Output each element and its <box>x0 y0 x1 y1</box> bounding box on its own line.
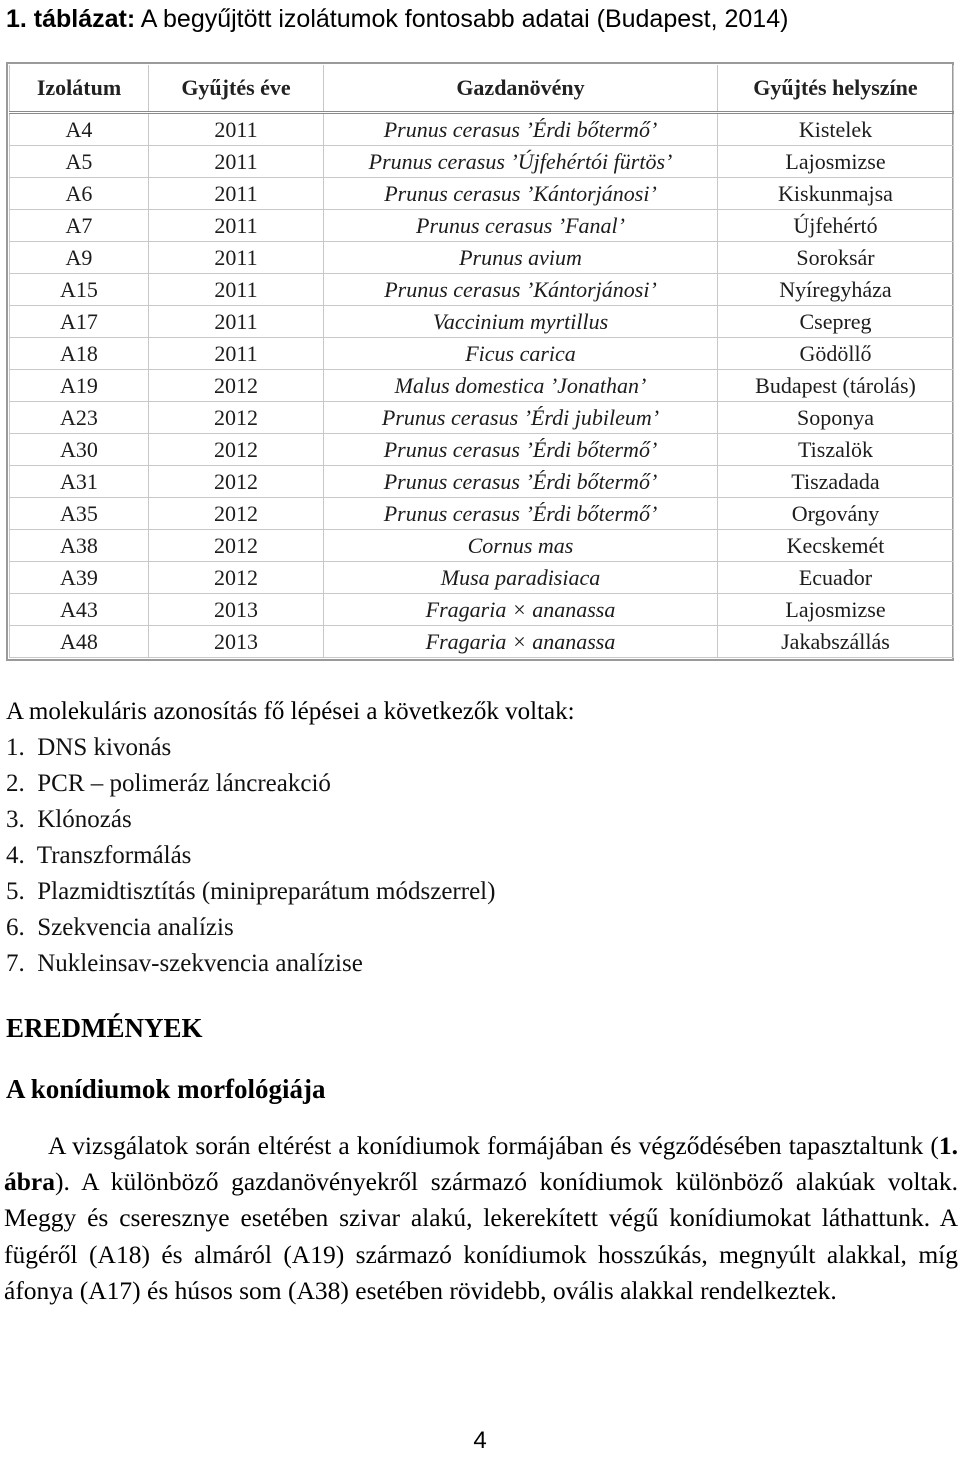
cell-isolate: A30 <box>10 434 149 466</box>
table-row <box>10 306 954 338</box>
cell-isolate: A35 <box>10 498 149 530</box>
cell-isolate: A48 <box>10 626 149 658</box>
cell-year: 2012 <box>149 434 324 466</box>
header-location: Gyűjtés helyszíne <box>718 65 954 113</box>
results-text-part2: ). A különböző gazdanövényekről származó konídiumok különböző alakúak voltak. Meggy és cseresznye esetében szivar alakú, lekerekített végű konídiumokat láthattunk. A fügéről (A18) és almáról (A19) származó konídiumok hosszúkás, megnyúlt alakkal, míg áfonya (A17) és húsos som (A38) esetében rövidebb, ovális alakkal rendelkeztek. <box>4 1167 958 1305</box>
cell-isolate: A15 <box>10 274 149 306</box>
cell-year: 2011 <box>149 306 324 338</box>
table-row <box>10 274 954 306</box>
table-header-row <box>10 65 954 113</box>
table-row <box>10 466 954 498</box>
cell-isolate: A4 <box>10 113 149 146</box>
cell-host: Fragaria × ananassa <box>324 594 718 626</box>
results-subheading: A konídiumok morfológiája <box>6 1074 326 1104</box>
cell-location: Tiszadada <box>718 466 954 498</box>
cell-isolate: A9 <box>10 242 149 274</box>
cell-location: Csepreg <box>718 306 954 338</box>
cell-isolate: A7 <box>10 210 149 242</box>
table-row <box>10 402 954 434</box>
cell-year: 2011 <box>149 274 324 306</box>
results-paragraph <box>4 1128 958 1309</box>
methods-step: 6. Szekvencia analízis <box>6 914 234 941</box>
cell-host: Musa paradisiaca <box>324 562 718 594</box>
cell-location: Kiskunmajsa <box>718 178 954 210</box>
table-caption <box>6 2 788 36</box>
cell-host: Prunus cerasus ’Érdi bőtermő’ <box>324 113 718 146</box>
cell-year: 2012 <box>149 466 324 498</box>
header-host: Gazdanövény <box>324 65 718 113</box>
cell-location: Újfehértó <box>718 210 954 242</box>
cell-location: Gödöllő <box>718 338 954 370</box>
cell-year: 2013 <box>149 594 324 626</box>
cell-location: Orgovány <box>718 498 954 530</box>
methods-step: 2. PCR – polimeráz láncreakció <box>6 770 331 797</box>
cell-year: 2011 <box>149 113 324 146</box>
header-year: Gyűjtés éve <box>149 65 324 113</box>
cell-year: 2011 <box>149 178 324 210</box>
methods-steps-list <box>6 730 495 982</box>
table-row <box>10 562 954 594</box>
cell-year: 2012 <box>149 530 324 562</box>
cell-isolate: A18 <box>10 338 149 370</box>
table-row <box>10 530 954 562</box>
cell-host: Prunus cerasus ’Érdi bőtermő’ <box>324 466 718 498</box>
cell-location: Nyíregyháza <box>718 274 954 306</box>
header-isolate: Izolátum <box>10 65 149 113</box>
cell-isolate: A38 <box>10 530 149 562</box>
page-number: 4 <box>473 1427 487 1454</box>
cell-year: 2011 <box>149 338 324 370</box>
cell-isolate: A19 <box>10 370 149 402</box>
cell-host: Prunus cerasus ’Kántorjánosi’ <box>324 274 718 306</box>
cell-host: Prunus cerasus ’Kántorjánosi’ <box>324 178 718 210</box>
methods-step: 4. Transzformálás <box>6 842 192 869</box>
results-text-part1: A vizsgálatok során eltérést a konídiumok formájában és végződésében tapasztaltunk ( <box>48 1131 939 1160</box>
methods-intro: A molekuláris azonosítás fő lépései a következők voltak: <box>6 698 575 725</box>
cell-location: Budapest (tárolás) <box>718 370 954 402</box>
cell-isolate: A17 <box>10 306 149 338</box>
cell-year: 2012 <box>149 498 324 530</box>
cell-host: Malus domestica ’Jonathan’ <box>324 370 718 402</box>
methods-step: 3. Klónozás <box>6 806 132 833</box>
cell-year: 2012 <box>149 402 324 434</box>
table-row <box>10 434 954 466</box>
cell-host: Prunus cerasus ’Érdi jubileum’ <box>324 402 718 434</box>
table-row <box>10 113 954 146</box>
methods-step: 5. Plazmidtisztítás (minipreparátum módszerrel) <box>6 878 496 905</box>
cell-location: Tiszalök <box>718 434 954 466</box>
cell-location: Soroksár <box>718 242 954 274</box>
table-row <box>10 210 954 242</box>
cell-isolate: A43 <box>10 594 149 626</box>
table-row <box>10 626 954 658</box>
cell-location: Lajosmizse <box>718 146 954 178</box>
table-row <box>10 178 954 210</box>
table-caption-label: 1. táblázat: <box>6 5 136 33</box>
table-row <box>10 146 954 178</box>
cell-host: Cornus mas <box>324 530 718 562</box>
cell-location: Kistelek <box>718 113 954 146</box>
isolates-table <box>9 65 954 658</box>
cell-host: Prunus avium <box>324 242 718 274</box>
table-row <box>10 338 954 370</box>
cell-host: Fragaria × ananassa <box>324 626 718 658</box>
cell-host: Prunus cerasus ’Érdi bőtermő’ <box>324 434 718 466</box>
cell-host: Vaccinium myrtillus <box>324 306 718 338</box>
results-heading: EREDMÉNYEK <box>6 1013 203 1043</box>
cell-location: Jakabszállás <box>718 626 954 658</box>
cell-isolate: A23 <box>10 402 149 434</box>
cell-year: 2013 <box>149 626 324 658</box>
cell-location: Kecskemét <box>718 530 954 562</box>
table-body <box>10 113 954 658</box>
methods-step: 7. Nukleinsav-szekvencia analízise <box>6 950 363 977</box>
figure-reference: 1. ábra <box>4 1131 958 1197</box>
cell-year: 2012 <box>149 562 324 594</box>
table-row <box>10 370 954 402</box>
cell-year: 2011 <box>149 210 324 242</box>
cell-year: 2012 <box>149 370 324 402</box>
cell-host: Prunus cerasus ’Érdi bőtermő’ <box>324 498 718 530</box>
cell-location: Lajosmizse <box>718 594 954 626</box>
cell-isolate: A39 <box>10 562 149 594</box>
table-row <box>10 242 954 274</box>
cell-location: Soponya <box>718 402 954 434</box>
cell-host: Prunus cerasus ’Újfehértói fürtös’ <box>324 146 718 178</box>
cell-host: Prunus cerasus ’Fanal’ <box>324 210 718 242</box>
table-row <box>10 594 954 626</box>
table-row <box>10 498 954 530</box>
cell-isolate: A5 <box>10 146 149 178</box>
table-caption-text: A begyűjtött izolátumok fontosabb adatai (Budapest, 2014) <box>135 5 789 33</box>
cell-location: Ecuador <box>718 562 954 594</box>
cell-isolate: A31 <box>10 466 149 498</box>
cell-isolate: A6 <box>10 178 149 210</box>
cell-year: 2011 <box>149 242 324 274</box>
cell-year: 2011 <box>149 146 324 178</box>
methods-step: 1. DNS kivonás <box>6 734 172 761</box>
cell-host: Ficus carica <box>324 338 718 370</box>
